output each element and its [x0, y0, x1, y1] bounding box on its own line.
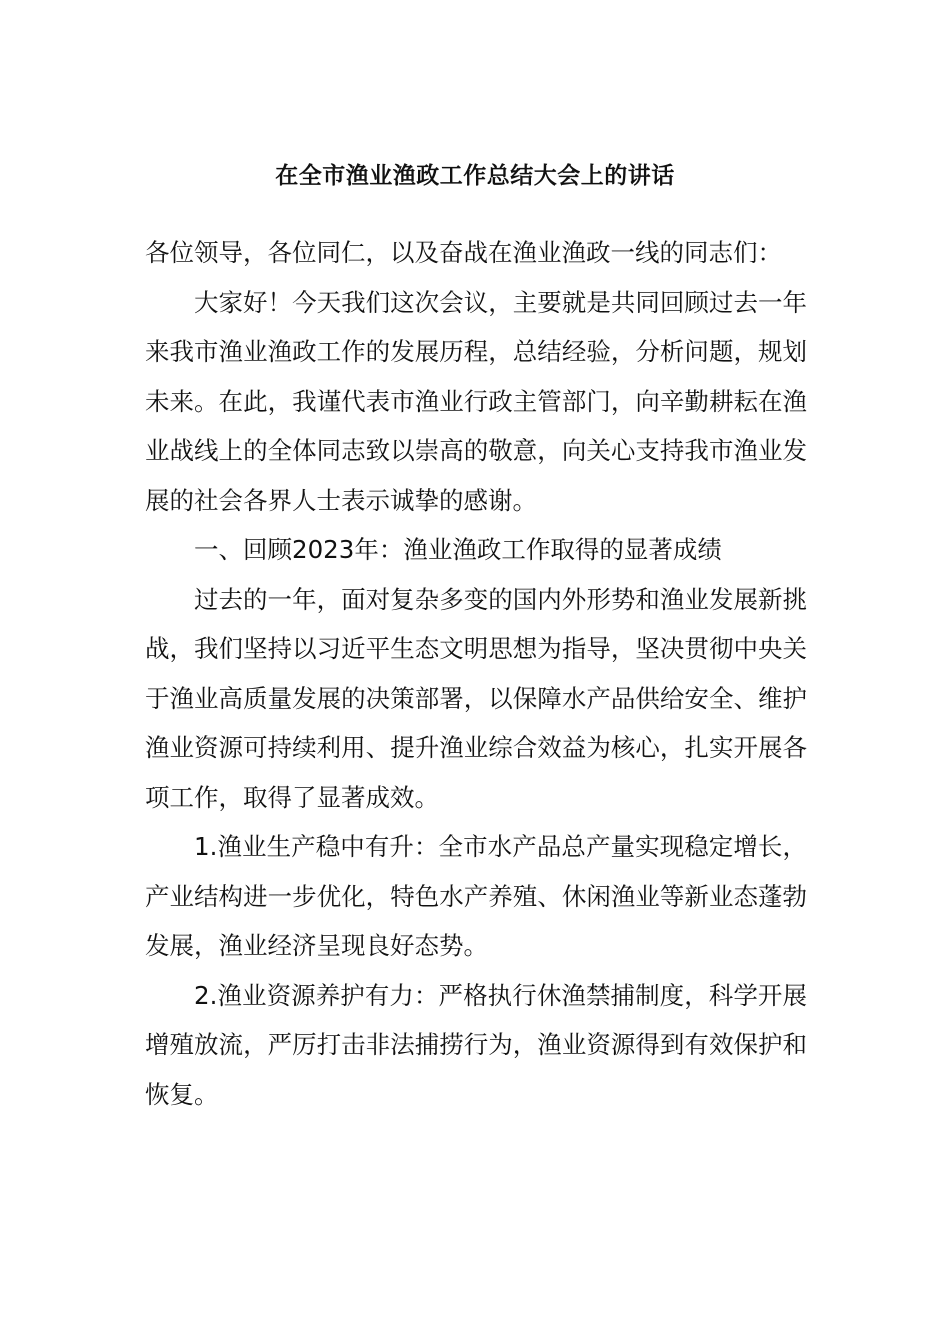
point-2-paragraph: 2.渔业资源养护有力：严格执行休渔禁捕制度，科学开展增殖放流，严厉打击非法捕捞行为，渔业资源得到有效保护和恢复。 — [145, 980, 807, 1109]
section-heading: 一、回顾2023年：渔业渔政工作取得的显著成绩 — [194, 535, 722, 564]
salutation-paragraph: 各位领导，各位同仁，以及奋战在渔业渔政一线的同志们： — [145, 238, 782, 267]
document-title: 在全市渔业渔政工作总结大会上的讲话 — [275, 163, 675, 189]
document-body — [145, 228, 807, 1119]
review-paragraph: 过去的一年，面对复杂多变的国内外形势和渔业发展新挑战，我们坚持以习近平生态文明思想为指导，坚决贯彻中央关于渔业高质量发展的决策部署，以保障水产品供给安全、维护渔业资源可持续利用、提升渔业综合效益为核心，扎实开展各项工作，取得了显著成效。 — [145, 584, 807, 812]
point-1-paragraph: 1.渔业生产稳中有升：全市水产品总产量实现稳定增长，产业结构进一步优化，特色水产养殖、休闲渔业等新业态蓬勃发展，渔业经济呈现良好态势。 — [145, 832, 807, 960]
opening-paragraph: 大家好！今天我们这次会议，主要就是共同回顾过去一年来我市渔业渔政工作的发展历程，总结经验，分析问题，规划未来。在此，我谨代表市渔业行政主管部门，向辛勤耕耘在渔业战线上的全体同志致以崇高的敬意，向关心支持我市渔业发展的社会各界人士表示诚挚的感谢。 — [145, 287, 807, 515]
